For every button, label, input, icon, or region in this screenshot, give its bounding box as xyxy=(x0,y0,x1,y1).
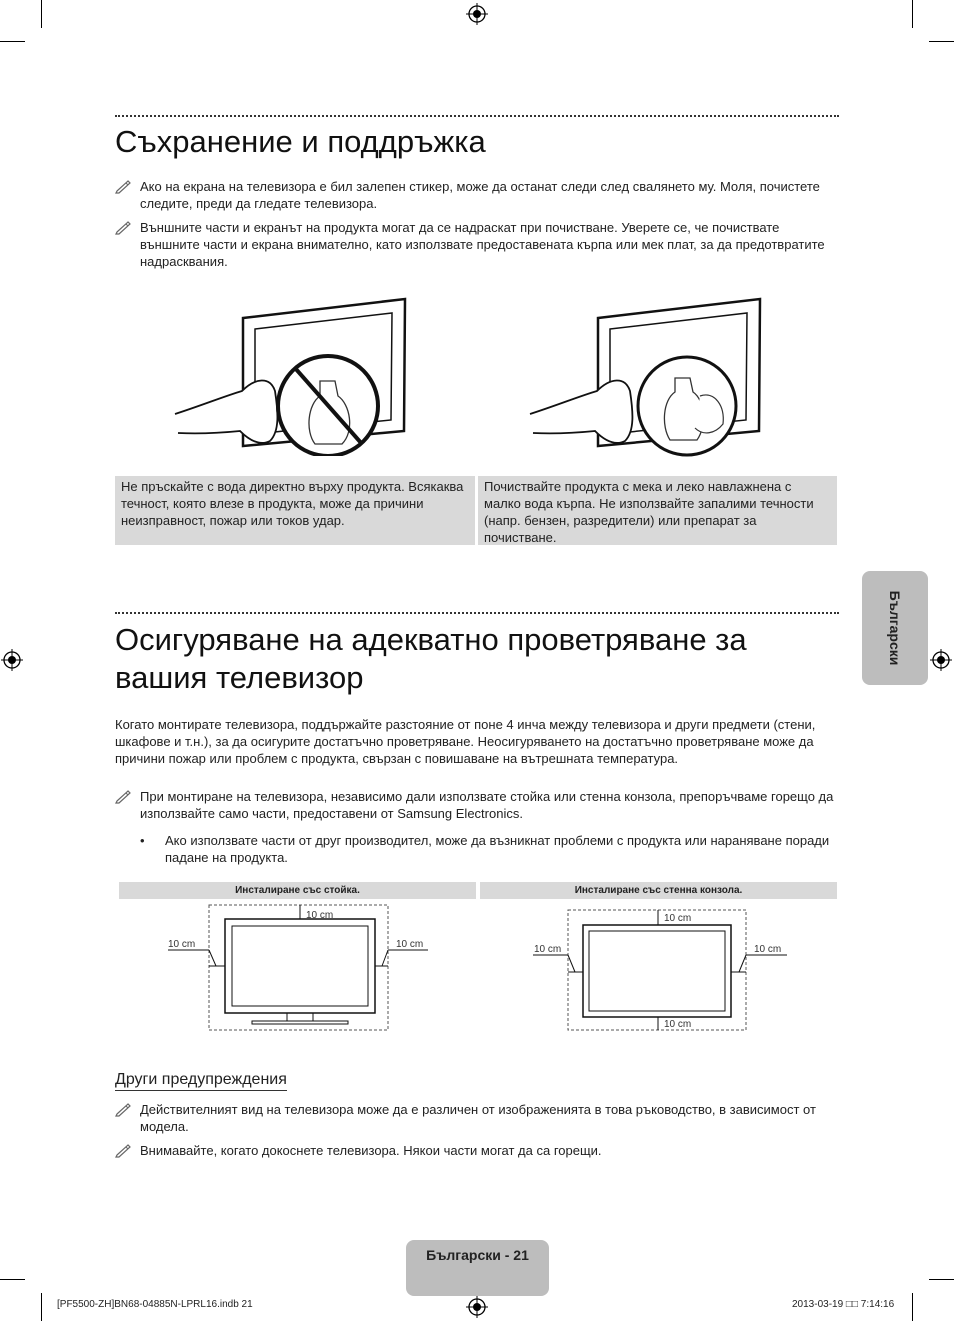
note xyxy=(115,219,839,270)
crop-mark xyxy=(912,1293,913,1321)
page-footer xyxy=(406,1240,549,1296)
dimension-label: 10 cm xyxy=(534,944,562,955)
crop-mark xyxy=(929,41,954,42)
note xyxy=(115,178,839,212)
language-side-tab-label: Български xyxy=(887,590,903,666)
note-text: Външните части и екранът на продукта могат да се надраскат при почистване. Уверете се, че почиствате външните части и екрана внимателно, като използвате предоставената кърпа или мек плат, за да предотвратите надрасквания. xyxy=(140,220,825,269)
note-text: При монтиране на телевизора, независимо дали използвате стойка или стенна конзола, препоръчваме горещо да използвайте само части, предоставени от Samsung Electronics. xyxy=(140,789,834,821)
dimension-label: 10 cm xyxy=(168,939,196,950)
crop-mark xyxy=(929,1279,954,1280)
pencil-icon xyxy=(115,178,133,194)
diagram-caption: Инсталиране със стенна конзола. xyxy=(480,882,837,899)
crop-mark xyxy=(0,1279,25,1280)
note xyxy=(115,1142,839,1159)
crop-mark xyxy=(912,0,913,28)
bullet-item xyxy=(140,832,840,866)
bullet-dot: • xyxy=(140,833,145,848)
note-text: Действителният вид на телевизора може да е различен от изображенията в това ръководство, в зависимост от модела. xyxy=(140,1102,816,1134)
wall-mount-clearance-diagram xyxy=(525,900,795,1035)
section-divider xyxy=(115,115,839,117)
crop-mark xyxy=(41,0,42,28)
pencil-icon xyxy=(115,1101,133,1117)
language-side-tab xyxy=(862,571,928,685)
print-info-right: 2013-03-19 □□ 7:14:16 xyxy=(792,1299,895,1310)
note-text: Ако на екрана на телевизора е бил залепен стикер, може да останат следи след свалянето му. Моля, почистете следите, преди да гледате телевизора. xyxy=(140,179,820,211)
dimension-label: 10 cm xyxy=(664,913,692,924)
section-title-line1: Осигуряване на адекватно проветряване за xyxy=(115,622,747,657)
diagram-caption: Инсталиране със стойка. xyxy=(119,882,476,899)
stand-clearance-diagram xyxy=(160,900,440,1035)
no-spray-illustration xyxy=(170,296,410,456)
dimension-label: 10 cm xyxy=(754,944,782,955)
wipe-illustration xyxy=(525,296,770,461)
caption-box: Почиствайте продукта с мека и леко навлажнена с малко вода кърпа. Не използвайте запалими течности (напр. бензен, разредители) или препарат за почистване. xyxy=(478,476,837,545)
caption-box: Не пръскайте с вода директно върху продукта. Всякаква течност, която влезе в продукта, може да причини неизправност, пожар или токов удар. xyxy=(115,476,475,545)
registration-mark-icon xyxy=(930,649,952,671)
pencil-icon xyxy=(115,219,133,235)
registration-mark-icon xyxy=(1,649,23,671)
section-divider xyxy=(115,612,839,614)
dimension-label: 10 cm xyxy=(396,939,424,950)
ventilation-paragraph: Когато монтирате телевизора, поддържайте разстояние от поне 4 инча между телевизора и други предмети (стени, шкафове и т.н.), за да осигурите достатъчно проветряване. Неосигуряването на достатъчно проветряване може да причини пожар или проблем с продукта, свързан с повишаване на вътрешната температура. xyxy=(115,717,816,766)
crop-mark xyxy=(0,41,25,42)
note-text: Внимавайте, когато докоснете телевизора. Някои части могат да са горещи. xyxy=(140,1143,602,1158)
pencil-icon xyxy=(115,788,133,804)
subsection-heading: Други предупреждения xyxy=(115,1070,287,1091)
note xyxy=(115,788,839,822)
dimension-label: 10 cm xyxy=(306,910,334,921)
pencil-icon xyxy=(115,1142,133,1158)
dimension-label: 10 cm xyxy=(664,1019,692,1030)
page-number-label: Български - 21 xyxy=(426,1247,529,1263)
registration-mark-icon xyxy=(466,3,488,25)
print-info-left: [PF5500-ZH]BN68-04885N-LPRL16.indb 21 xyxy=(57,1299,253,1310)
section-title: Съхранение и поддръжка xyxy=(115,124,486,159)
note xyxy=(115,1101,839,1135)
crop-mark xyxy=(41,1293,42,1321)
registration-mark-icon xyxy=(466,1296,488,1318)
section-title-line2: вашия телевизор xyxy=(115,660,364,695)
bullet-text: Ако използвате части от друг производител, може да възникнат проблеми с продукта или нараняване поради падане на продукта. xyxy=(165,833,830,865)
